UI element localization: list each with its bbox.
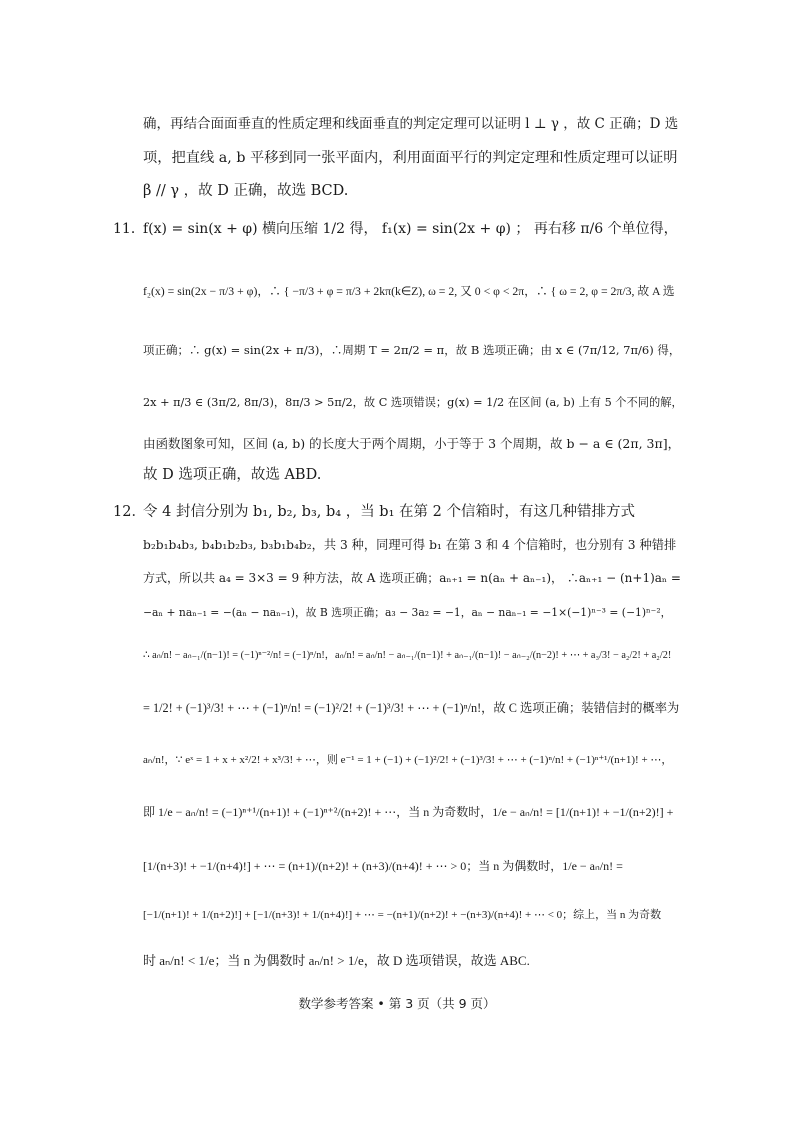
question-11-first-line — [113, 219, 683, 239]
text-line: 方式，所以共 a₄ = 3×3 = 9 种方法，故 A 选项正确；aₙ₊₁ = n(aₙ + aₙ₋₁)， ∴aₙ₊₁ − (n+1)aₙ = — [143, 571, 681, 585]
text-line: [−1/(n+1)! + 1/(n+2)!] + [−1/(n+3)! + 1/(n+4)!] + ⋯ = −(n+1)/(n+2)! + −(n+3)/(n+4)! + ⋯ < 0；综上，当 n 为奇数 — [143, 909, 662, 921]
text-line: 即 1/e − aₙ/n! = (−1)ⁿ⁺¹/(n+1)! + (−1)ⁿ⁺²/(n+2)! + ⋯，当 n 为奇数时，1/e − aₙ/n! = [1/(n+1)! + −1/(n+2)!] + — [143, 805, 674, 819]
text-line: 故 D 选项正确，故选 ABD. — [143, 467, 322, 483]
text-line: 由函数图象可知，区间 (a, b) 的长度大于两个周期，小于等于 3 个周期，故 b − a ∈ (2π, 3π]， — [143, 436, 681, 451]
text-line: 时 aₙ/n! < 1/e；当 n 为偶数时 aₙ/n! > 1/e，故 D 选项错误，故选 ABC. — [143, 953, 530, 968]
text-line: aₙ/n!，∵ eˣ = 1 + x + x²/2! + x³/3! + ⋯，则 e⁻¹ = 1 + (−1) + (−1)²/2! + (−1)³/3! + ⋯ + (−1)ⁿ/n! + (−1)ⁿ⁺¹/(n+1)! + ⋯， — [143, 754, 673, 766]
text-line: = 1/2! + (−1)³/3! + ⋯ + (−1)ⁿ/n! = (−1)²/2! + (−1)³/3! + ⋯ + (−1)ⁿ/n!，故 C 选项正确；装错信封的概率为 — [143, 701, 680, 715]
text-line: 2x + π/3 ∈ (3π/2, 8π/3)，8π/3 > 5π/2，故 C 选项错误；g(x) = 1/2 在区间 (a, b) 上有 5 个不同的解， — [143, 396, 683, 409]
text-line: f₂(x) = sin(2x − π/3 + φ)，∴ { −π/3 + φ = π/3 + 2kπ(k∈Z), ω = 2, 又 0 < φ < 2π，∴ { ω = 2, φ = 2π/3, 故 A 选 — [143, 285, 675, 298]
text-line: −aₙ + naₙ₋₁ = −(aₙ − naₙ₋₁)，故 B 选项正确；a₃ − 3a₂ = −1，aₙ − naₙ₋₁ = −1×(−1)ⁿ⁻³ = (−1)ⁿ⁻²， — [143, 606, 672, 619]
text-line: [1/(n+3)! + −1/(n+4)!] + ⋯ = (n+1)/(n+2)! + (n+3)/(n+4)! + ⋯ > 0；当 n 为偶数时，1/e − aₙ/n! = — [143, 859, 623, 873]
text-line: 确，再结合面面垂直的性质定理和线面垂直的判定定理可以证明 l ⊥ γ ，故 C 正确；D 选 — [143, 116, 679, 132]
question-number: 11． — [113, 221, 145, 237]
text-line: f(x) = sin(x + φ) 横向压缩 1/2 得， f₁(x) = sin(2x + φ) ； 再右移 π/6 个单位得， — [143, 221, 678, 237]
text-line: b₂b₁b₄b₃, b₄b₁b₂b₃, b₃b₁b₄b₂，共 3 种，同理可得 b₁ 在第 3 和 4 个信箱时，也分别有 3 种错排 — [143, 538, 677, 552]
text-line: 令 4 封信分别为 b₁, b₂, b₃, b₄ ，当 b₁ 在第 2 个信箱时，有这几种错排方式 — [143, 504, 635, 520]
text-line: ∴ aₙ/n! − aₙ₋₁/(n−1)! = (−1)ⁿ⁻²/n! = (−1)ⁿ/n!，aₙ/n! = aₙ/n! − aₙ₋₁/(n−1)! + aₙ₋₁/(n−1)! − aₙ₋₂/(n−2)! + ⋯ + a₃/3! − a₂/2! + a₂/2! — [143, 650, 672, 661]
text-line: β // γ ，故 D 正确，故选 BCD. — [143, 183, 349, 199]
question-number: 12． — [113, 504, 146, 520]
text-line: 项正确；∴ g(x) = sin(2x + π/3)，∴周期 T = 2π/2 = π，故 B 选项正确；由 x ∈ (7π/12, 7π/6) 得， — [143, 343, 681, 357]
text-line: 项，把直线 a, b 平移到同一张平面内，利用面面平行的判定定理和性质定理可以证明 — [143, 150, 678, 166]
page-footer: 数学参考答案 • 第 3 页（共 9 页） — [298, 996, 496, 1011]
question-12-first-line — [113, 502, 683, 522]
